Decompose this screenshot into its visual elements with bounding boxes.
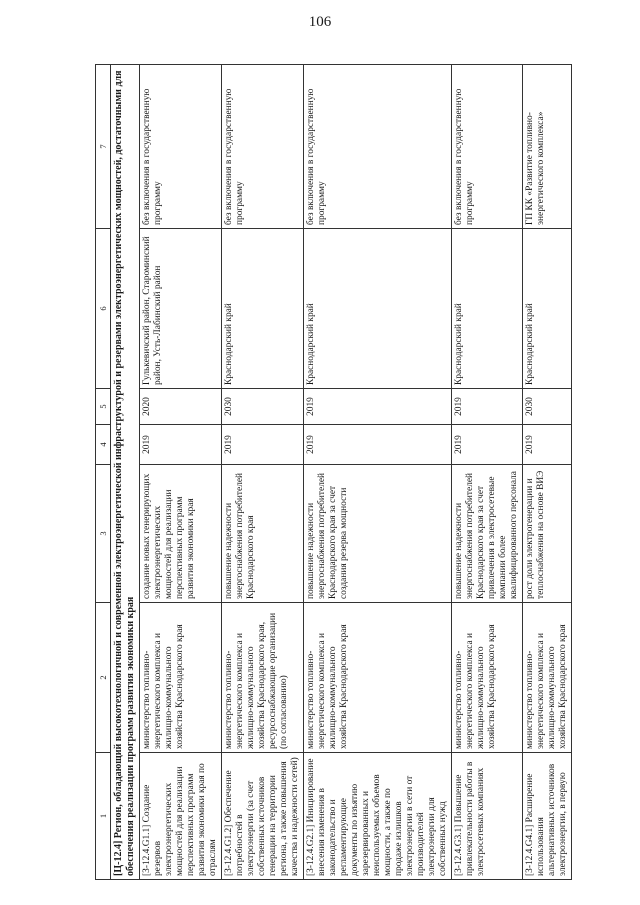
task-cell: [З-12.4.G1.1] Создание резервов электроэнергетических мощностей для реализации перспективных программ развития экономики края по отраслям	[140, 753, 222, 880]
section-header: [Ц-12.4] Регион, обладающий высокотехнологичной и современной электроэнергетической инфраструктурой и резервами электроэнергетических мощностей, достаточными для обеспечения реализации программ развития экономики края	[111, 65, 140, 880]
task-cell: [З-12.4.G2.1] Инициирование внесения изменения в законодательство и регламентирующие документы по изъятию зарезервированных и неиспользуемых объемов мощности, а также по продаже излишков электроэнергии в сети от производителей электроэнергии для собственных нужд	[304, 753, 452, 880]
column-number: 6	[96, 229, 111, 389]
column-number: 5	[96, 389, 111, 425]
start-year-cell: 2019	[523, 425, 572, 465]
start-year-cell: 2019	[452, 425, 523, 465]
task-cell: [З-12.4.G1.2] Обеспечение потребностей в электроэнергии (за счет собственных источников генерации на территории региона, а также повышения качества и надежности сетей)	[222, 753, 304, 880]
section-header-row	[111, 65, 140, 880]
territory-cell: Краснодарский край	[304, 229, 452, 389]
start-year-cell: 2019	[222, 425, 304, 465]
territory-cell: Краснодарский край	[523, 229, 572, 389]
start-year-cell: 2019	[140, 425, 222, 465]
table-row	[452, 65, 523, 880]
table-row	[304, 65, 452, 880]
task-cell: [З-12.4.G3.1] Повышение привлекательности работы в электросетевых компаниях	[452, 753, 523, 880]
result-cell: повышение надежности энергоснабжения потребителей Краснодарского края	[222, 465, 304, 603]
program-cell: без включения в государственную программу	[452, 65, 523, 229]
column-number: 4	[96, 425, 111, 465]
end-year-cell: 2019	[304, 389, 452, 425]
executor-cell: министерство топливно-энергетического комплекса и жилищно-коммунального хозяйства Краснодарского края, ресурсоснабжающие организации (по согласованию)	[222, 603, 304, 753]
column-number: 3	[96, 465, 111, 603]
end-year-cell: 2030	[222, 389, 304, 425]
column-number: 1	[96, 753, 111, 880]
territory-cell: Гулькевичский район, Староминский район, Усть-Лабинский район	[140, 229, 222, 389]
measures-table	[95, 64, 572, 880]
page-number: 106	[308, 14, 332, 30]
result-cell: создание новых генерирующих электроэнергетических мощностей для реализации перспективных программ развития экономики края	[140, 465, 222, 603]
end-year-cell: 2019	[452, 389, 523, 425]
executor-cell: министерство топливно-энергетического комплекса и жилищно-коммунального хозяйства Краснодарского края	[140, 603, 222, 753]
territory-cell: Краснодарский край	[222, 229, 304, 389]
executor-cell: министерство топливно-энергетического комплекса и жилищно-коммунального хозяйства Краснодарского края	[304, 603, 452, 753]
table-row	[523, 65, 572, 880]
executor-cell: министерство топливно-энергетического комплекса и жилищно-коммунального хозяйства Краснодарского края	[452, 603, 523, 753]
start-year-cell: 2019	[304, 425, 452, 465]
table-row	[222, 65, 304, 880]
result-cell: повышение надежности энергоснабжения потребителей Краснодарского края за счет создания резерва мощности	[304, 465, 452, 603]
task-cell: [З-12.4.G4.1] Расширение использования альтернативных источников электроэнергии, в первую	[523, 753, 572, 880]
result-cell: рост доли электрогенерации и теплоснабжения на основе ВИЭ	[523, 465, 572, 603]
rotated-table-wrapper	[95, 65, 568, 880]
column-number: 2	[96, 603, 111, 753]
program-cell: ГП КК «Развитие топливно-энергетического комплекса»	[523, 65, 572, 229]
executor-cell: министерство топливно-энергетического комплекса и жилищно-коммунального хозяйства Краснодарского края	[523, 603, 572, 753]
program-cell: без включения в государственную программу	[140, 65, 222, 229]
column-number: 7	[96, 65, 111, 229]
end-year-cell: 2030	[523, 389, 572, 425]
program-cell: без включения в государственную программу	[304, 65, 452, 229]
end-year-cell: 2020	[140, 389, 222, 425]
table-row	[140, 65, 222, 880]
territory-cell: Краснодарский край	[452, 229, 523, 389]
result-cell: повышение надежности энергоснабжения потребителей Краснодарского края за счет привлечения в электросетевые компании более квалифицированного персонала	[452, 465, 523, 603]
column-number-row	[96, 65, 111, 880]
program-cell: без включения в государственную программу	[222, 65, 304, 229]
